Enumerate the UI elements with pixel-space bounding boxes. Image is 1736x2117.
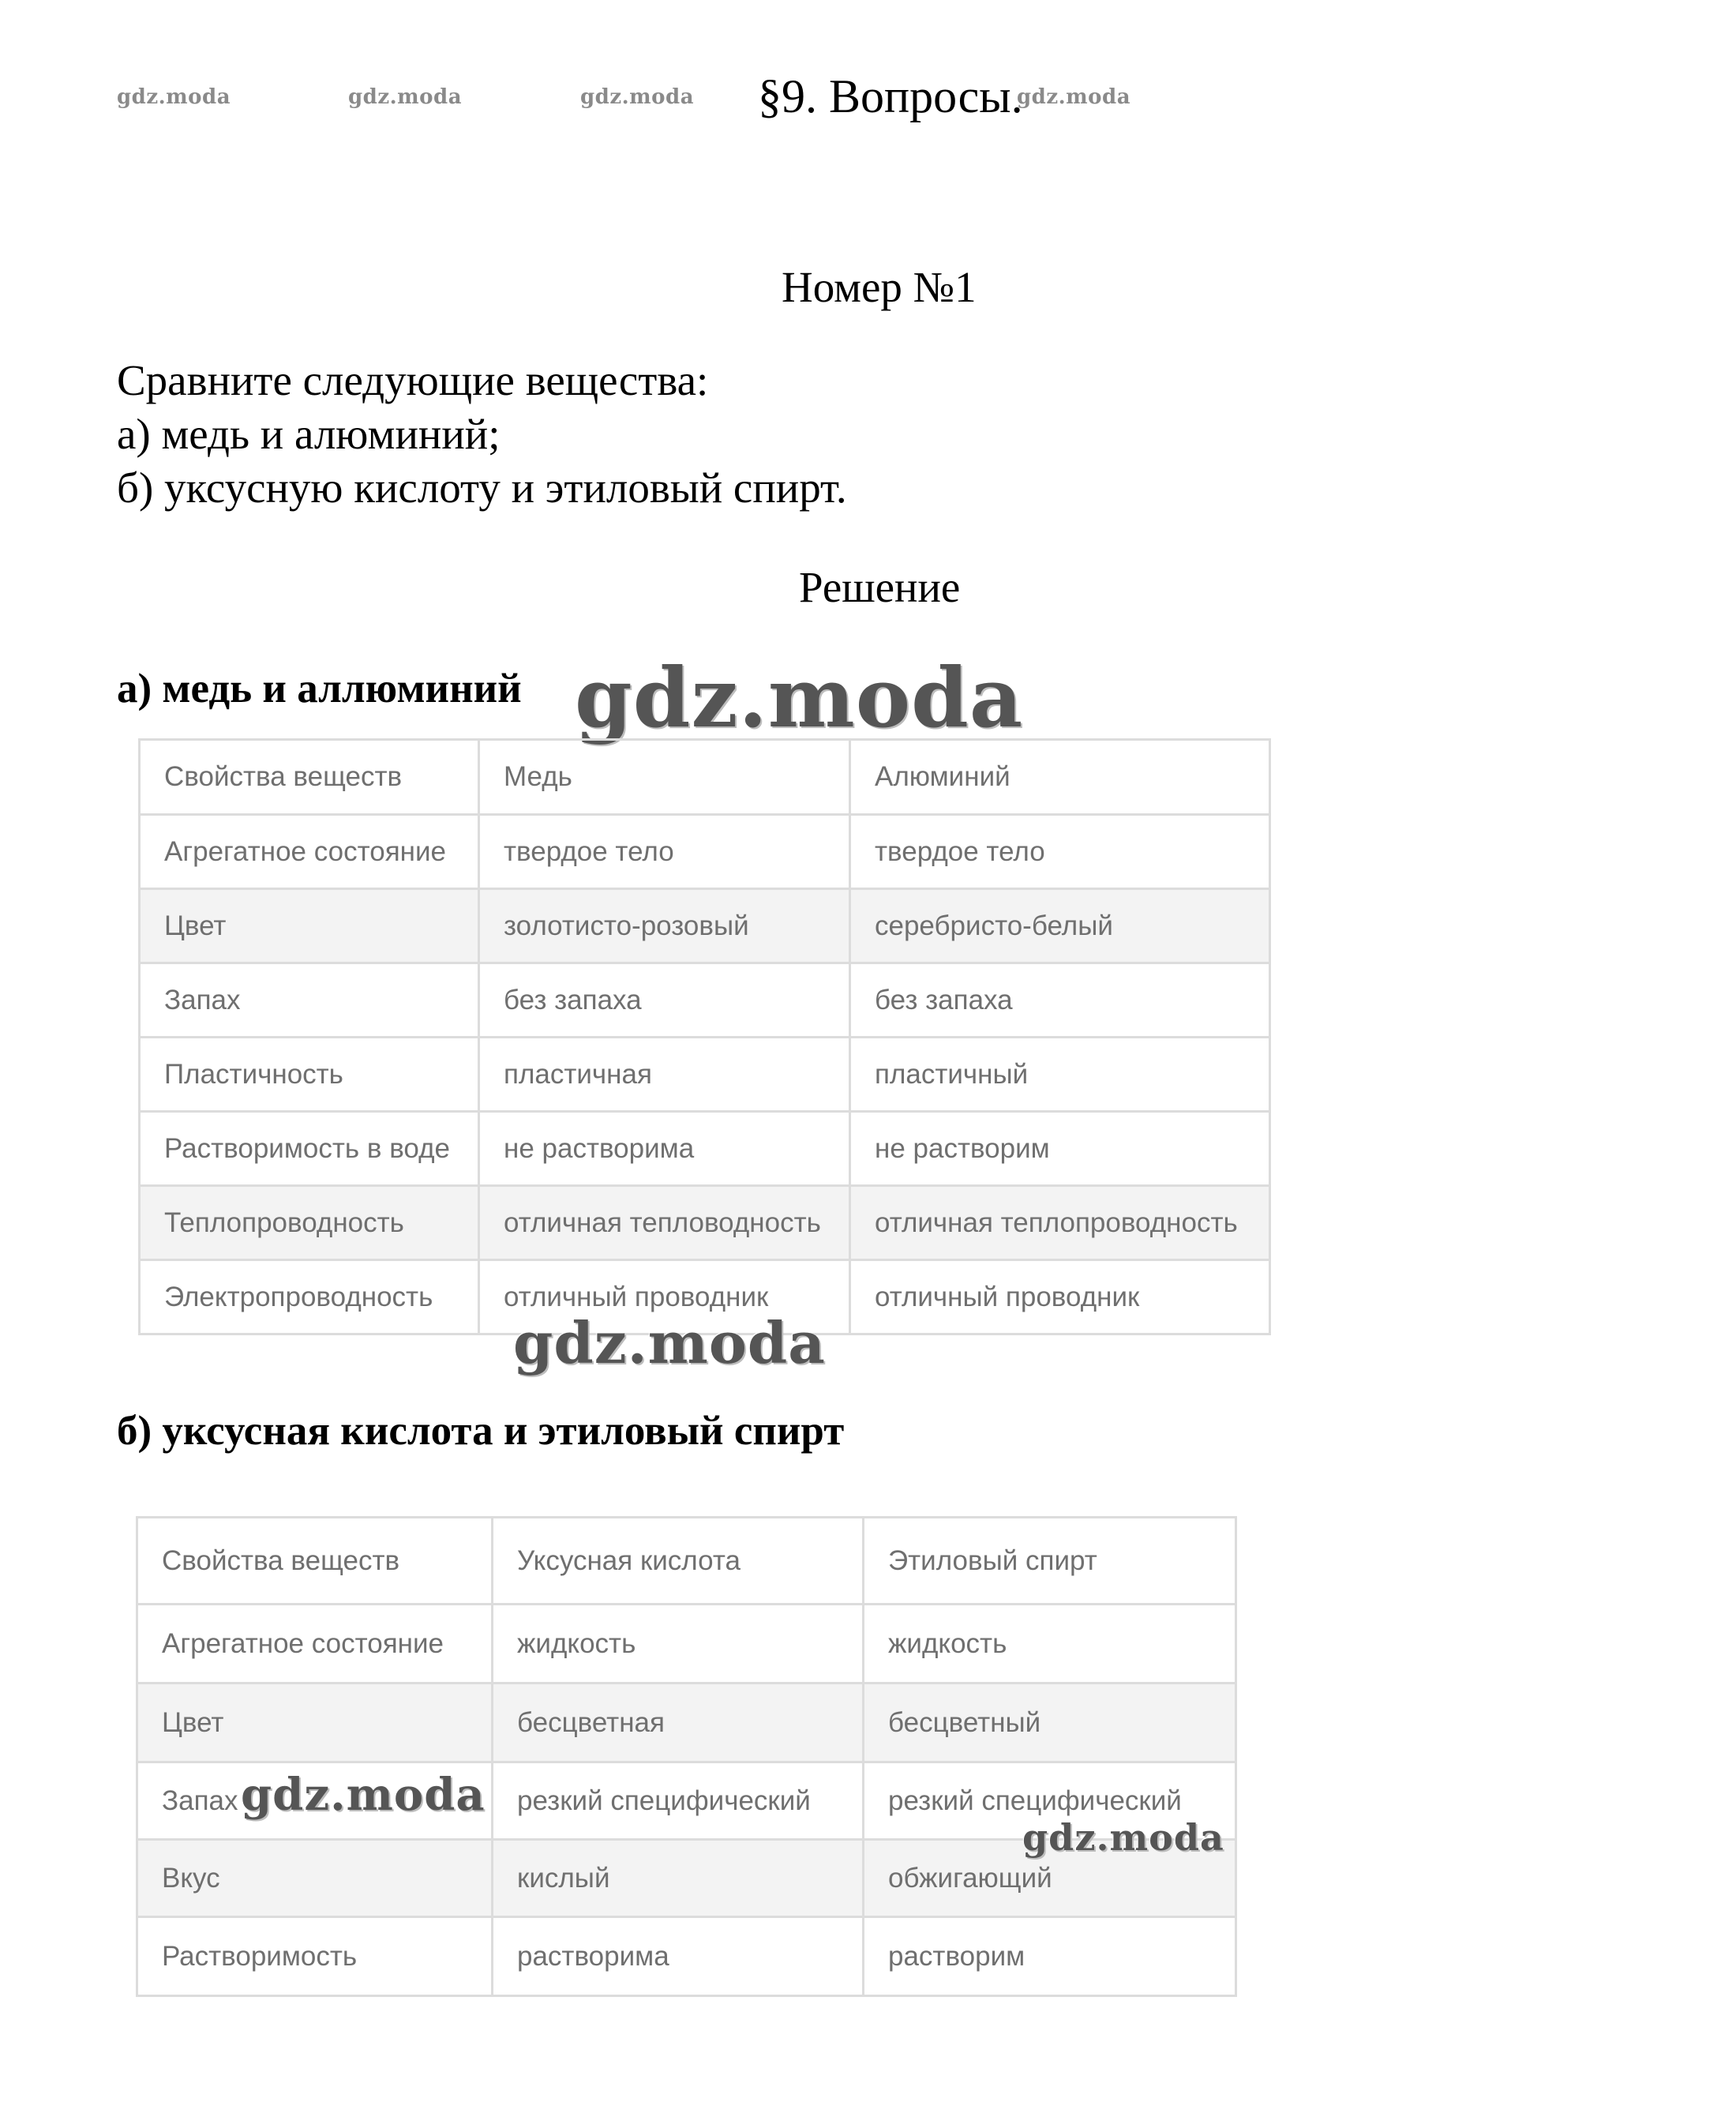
table-row — [140, 963, 1270, 1038]
watermark-large: gdz.moda — [241, 1769, 486, 1821]
table-cell: бесцветный — [864, 1683, 1236, 1762]
table-row — [137, 1605, 1236, 1683]
table-cell: твердое тело — [479, 815, 850, 889]
page-header-title: §9. Вопросы. — [758, 70, 1023, 122]
table-cell: твердое тело — [850, 815, 1270, 889]
table-row — [140, 1038, 1270, 1112]
task-item-b: б) уксусную кислоту и этиловый спирт. — [117, 464, 847, 512]
table-cell: золотисто-розовый — [479, 889, 850, 963]
task-intro: Сравните следующие вещества: — [117, 356, 709, 404]
table-row — [140, 1112, 1270, 1186]
table-cell: отличная теплопроводность — [850, 1186, 1270, 1260]
watermark-small: gdz.moda — [348, 85, 463, 109]
table-cell: резкий специфический — [864, 1762, 1236, 1840]
table-header-cell: Свойства веществ — [140, 740, 479, 815]
table-header-cell: Уксусная кислота — [493, 1518, 864, 1605]
table-cell: пластичная — [479, 1038, 850, 1112]
table-header-cell: Алюминий — [850, 740, 1270, 815]
table-cell: Электропроводность — [140, 1260, 479, 1334]
table-row — [137, 1683, 1236, 1762]
properties-table-copper-aluminium — [138, 738, 1271, 1335]
solution-title: Решение — [799, 563, 961, 611]
table-cell: Пластичность — [140, 1038, 479, 1112]
task-item-a: а) медь и алюминий; — [117, 410, 501, 458]
table-cell: отличный проводник — [850, 1260, 1270, 1334]
table-cell: жидкость — [493, 1605, 864, 1683]
table-cell: жидкость — [864, 1605, 1236, 1683]
table-cell: без запаха — [850, 963, 1270, 1038]
section-a-heading: а) медь и аллюминий — [117, 666, 522, 711]
table-row — [137, 1917, 1236, 1996]
table-row — [140, 1186, 1270, 1260]
properties-table-acid-alcohol — [136, 1516, 1237, 1997]
table-cell: не растворима — [479, 1112, 850, 1186]
table-header-row — [140, 740, 1270, 815]
watermark-large: gdz.moda — [575, 649, 1024, 746]
table-cell: Агрегатное состояние — [137, 1605, 493, 1683]
table-cell: растворима — [493, 1917, 864, 1996]
watermark-small: gdz.moda — [580, 85, 695, 109]
table-cell: пластичный — [850, 1038, 1270, 1112]
table-cell: не растворим — [850, 1112, 1270, 1186]
table-cell: без запаха — [479, 963, 850, 1038]
table-cell: Вкус — [137, 1840, 493, 1917]
table-cell: резкий специфический — [493, 1762, 864, 1840]
table-cell: серебристо-белый — [850, 889, 1270, 963]
table-cell: Агрегатное состояние — [140, 815, 479, 889]
watermark-small: gdz.moda — [117, 85, 231, 109]
table-cell: кислый — [493, 1840, 864, 1917]
watermark-large: gdz.moda — [1022, 1816, 1224, 1859]
table-cell: Запах — [137, 1762, 493, 1840]
table-cell: отличный проводник — [479, 1260, 850, 1334]
table-header-row — [137, 1518, 1236, 1605]
table-cell: Цвет — [140, 889, 479, 963]
number-title: Номер №1 — [782, 263, 977, 311]
table-cell: Теплопроводность — [140, 1186, 479, 1260]
table-cell: отличная тепловодность — [479, 1186, 850, 1260]
table-header-cell: Этиловый спирт — [864, 1518, 1236, 1605]
table-row — [140, 815, 1270, 889]
table-cell: Растворимость — [137, 1917, 493, 1996]
table-cell: обжигающий — [864, 1840, 1236, 1917]
table-header-cell: Свойства веществ — [137, 1518, 493, 1605]
watermark-large: gdz.moda — [513, 1309, 826, 1376]
table-cell: Растворимость в воде — [140, 1112, 479, 1186]
section-b-heading: б) уксусная кислота и этиловый спирт — [117, 1408, 845, 1454]
table-cell: Цвет — [137, 1683, 493, 1762]
table-cell: бесцветная — [493, 1683, 864, 1762]
table-header-cell: Медь — [479, 740, 850, 815]
table-cell: Запах — [140, 963, 479, 1038]
table-row — [140, 889, 1270, 963]
table-cell: растворим — [864, 1917, 1236, 1996]
watermark-small: gdz.moda — [1017, 85, 1131, 109]
